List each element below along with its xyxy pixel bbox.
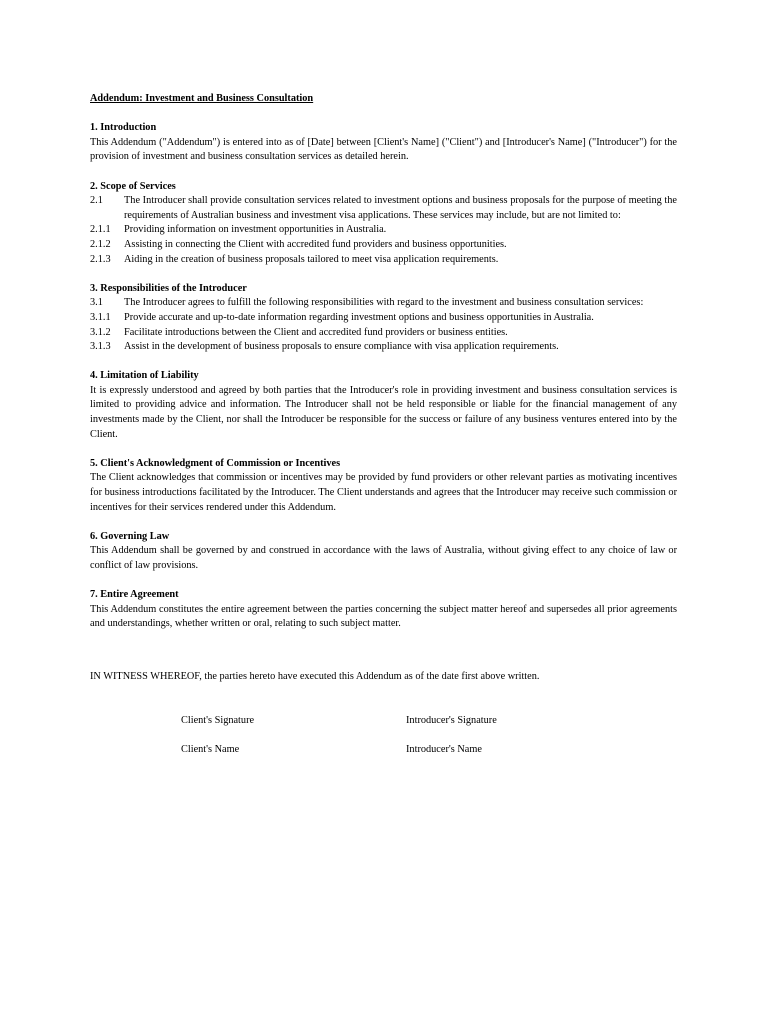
introducer-name-label: Introducer's Name — [406, 744, 482, 755]
clause-text: Provide accurate and up-to-date information regarding investment options and business opportunities in Australia. — [124, 311, 594, 323]
witness-statement: IN WITNESS WHEREOF, the parties hereto have executed this Addendum as of the date first above written. — [90, 671, 540, 682]
section-paragraph: This Addendum constitutes the entire agreement between the parties concerning the subject matter hereof and supersedes all prior agreements and understandings, whether written or oral, relating to such subject matter. — [90, 603, 677, 630]
section-paragraph: This Addendum ("Addendum") is entered into as of [Date] between [Client's Name] ("Client") and [Introducer's Name] ("Introducer") for the provision of investment and business consultation services as detailed herein. — [90, 136, 677, 163]
clause-text: The Introducer agrees to fulfill the following responsibilities with regard to the investment and business consultation services: — [124, 297, 644, 309]
clause-number: 2.1.2 — [90, 238, 111, 250]
section-heading: 1. Introduction — [90, 122, 157, 134]
section-heading: 3. Responsibilities of the Introducer — [90, 282, 247, 294]
clause — [90, 340, 677, 355]
section-scope-of-services — [90, 180, 677, 268]
section-heading: 2. Scope of Services — [90, 180, 176, 192]
section-heading: 5. Client's Acknowledgment of Commission or Incentives — [90, 457, 341, 469]
section-heading: 4. Limitation of Liability — [90, 370, 199, 382]
document-body — [90, 92, 677, 647]
clause-text: Aiding in the creation of business proposals tailored to meet visa application requirements. — [124, 253, 499, 265]
section-responsibilities — [90, 282, 677, 355]
section-entire-agreement — [90, 588, 677, 632]
clause-number: 2.1.1 — [90, 224, 111, 236]
clause-number: 3.1.3 — [90, 341, 111, 353]
clause-text: Facilitate introductions between the Client and accredited fund providers or business entities. — [124, 326, 508, 338]
document-title: Addendum: Investment and Business Consultation — [90, 93, 314, 104]
client-signature-label: Client's Signature — [181, 715, 255, 726]
clause-text: The Introducer shall provide consultation services related to investment options and business proposals for the purpose of meeting the requirements of Australian business and investment visa applications. These services may include, but are not limited to: — [124, 195, 677, 221]
section-limitation-of-liability — [90, 369, 677, 442]
section-paragraph: This Addendum shall be governed by and construed in accordance with the laws of Australia, without giving effect to any choice of law or conflict of law provisions. — [90, 545, 677, 571]
clause-number: 3.1.2 — [90, 326, 111, 338]
section-commission-acknowledgment — [90, 457, 677, 515]
clause — [90, 238, 677, 253]
clause-text: Assist in the development of business proposals to ensure compliance with visa application requirements. — [124, 341, 559, 353]
section-introduction — [90, 121, 677, 165]
section-paragraph: The Client acknowledges that commission or incentives may be provided by fund providers or other relevant parties as motivating incentives for business introductions facilitated by the Introducer. The Client understands and agrees that the Introducer may receive such commission or incentives for their services rendered under this Addendum. — [90, 472, 677, 513]
clause-text: Providing information on investment opportunities in Australia. — [124, 224, 387, 236]
clause-number: 3.1.1 — [90, 311, 111, 323]
section-paragraph: It is expressly understood and agreed by both parties that the Introducer's role in providing investment and business consultation services is limited to providing advice and information. The Introducer shall not be held responsible or liable for the financial management of any investments made by the Client, nor shall the Introducer be responsible for the success or failure of any business ventures entered into by the Client. — [90, 384, 677, 440]
clause — [90, 194, 677, 223]
clause — [90, 223, 677, 238]
clause — [90, 326, 677, 341]
clause-text: Assisting in connecting the Client with accredited fund providers and business opportunities. — [124, 238, 507, 250]
section-governing-law — [90, 530, 677, 574]
section-heading: 7. Entire Agreement — [90, 589, 179, 601]
section-heading: 6. Governing Law — [90, 530, 170, 542]
clause — [90, 311, 677, 326]
clause-number: 2.1 — [90, 195, 103, 207]
clause-number: 2.1.3 — [90, 253, 111, 265]
client-name-label: Client's Name — [181, 744, 240, 755]
introducer-signature-label: Introducer's Signature — [406, 715, 497, 726]
clause — [90, 253, 677, 268]
clause — [90, 296, 677, 311]
clause-number: 3.1 — [90, 297, 103, 309]
